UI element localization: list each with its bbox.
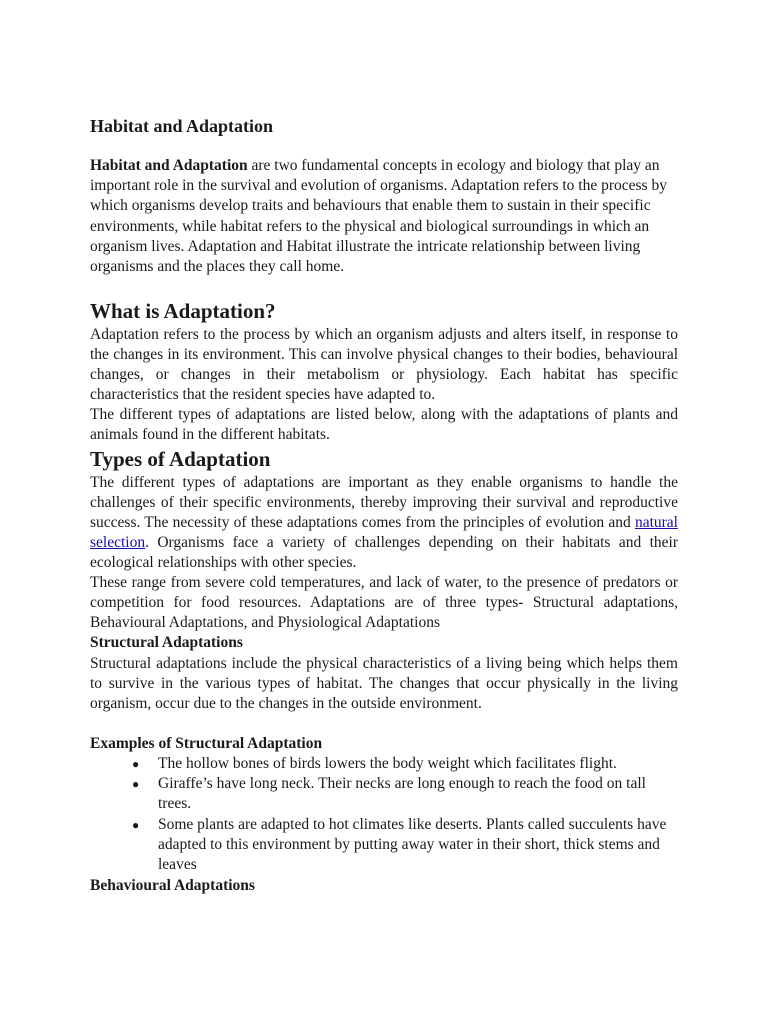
- list-item: [90, 754, 678, 774]
- types-paragraph-2: These range from severe cold temperatures, and lack of water, to the presence of predators or competition for food resources. Adaptations are of three types- Structural adaptations, Behavioural Adaptations, and Physiological Adaptations: [90, 574, 678, 632]
- what-is-paragraph-1: Adaptation refers to the process by which an organism adjusts and alters itself, in response to the changes in its environment. This can involve physical changes to their bodies, behavioural changes, or changes in their metabolism or physiology. Each habitat has specific characteristics that the resident species have adapted to.: [90, 326, 678, 404]
- structural-adaptations-heading: Structural Adaptations: [90, 634, 243, 651]
- what-is-paragraph-2: The different types of adaptations are listed below, along with the adaptations of plants and animals found in the different habitats.: [90, 406, 678, 444]
- structural-paragraph: Structural adaptations include the physical characteristics of a living being which helps them to survive in the various types of habitat. The changes that occur physically in the living organism, occur due to the changes in the outside environment.: [90, 655, 678, 713]
- intro-text: are two fundamental concepts in ecology and biology that play an important role in the survival and evolution of organisms. Adaptation refers to the process by which organisms develop traits and behaviours that enable them to sustain in their specific environments, while habitat refers to the physical and biological surroundings in which an organism lives. Adaptation and Habitat illustrate the intricate relationship between living organisms and the places they call home.: [90, 157, 667, 276]
- list-item-text: The hollow bones of birds lowers the body weight which facilitates flight.: [158, 755, 617, 772]
- what-is-adaptation-heading: What is Adaptation?: [90, 299, 276, 323]
- page-title: Habitat and Adaptation: [90, 116, 274, 136]
- list-item: [90, 815, 678, 876]
- bullet-icon: ●: [132, 817, 140, 832]
- list-item: [90, 774, 678, 814]
- list-item-text: Giraffe’s have long neck. Their necks are long enough to reach the food on tall trees.: [158, 775, 646, 813]
- intro-bold-lead: Habitat and Adaptation: [90, 157, 248, 174]
- types-of-adaptation-heading: Types of Adaptation: [90, 447, 271, 471]
- intro-paragraph: [90, 156, 678, 277]
- types-paragraph-1: [90, 473, 678, 573]
- structural-examples-heading: Examples of Structural Adaptation: [90, 735, 323, 752]
- structural-examples-list: [90, 754, 678, 875]
- types-text-after-link: . Organisms face a variety of challenges depending on their habitats and their ecological relationships with other species.: [90, 534, 678, 572]
- list-item-text: Some plants are adapted to hot climates like deserts. Plants called succulents have adapted to this environment by putting away water in their short, thick stems and leaves: [158, 815, 667, 874]
- natural-selection-link[interactable]: natural selection: [90, 514, 678, 552]
- types-text-before-link: The different types of adaptations are important as they enable organisms to handle the challenges of their specific environments, thereby improving their survival and reproductive success. The necessity of these adaptations comes from the principles of evolution and: [90, 474, 678, 532]
- behavioural-adaptations-heading: Behavioural Adaptations: [90, 877, 255, 894]
- bullet-icon: ●: [132, 777, 140, 792]
- bullet-icon: ●: [132, 757, 140, 771]
